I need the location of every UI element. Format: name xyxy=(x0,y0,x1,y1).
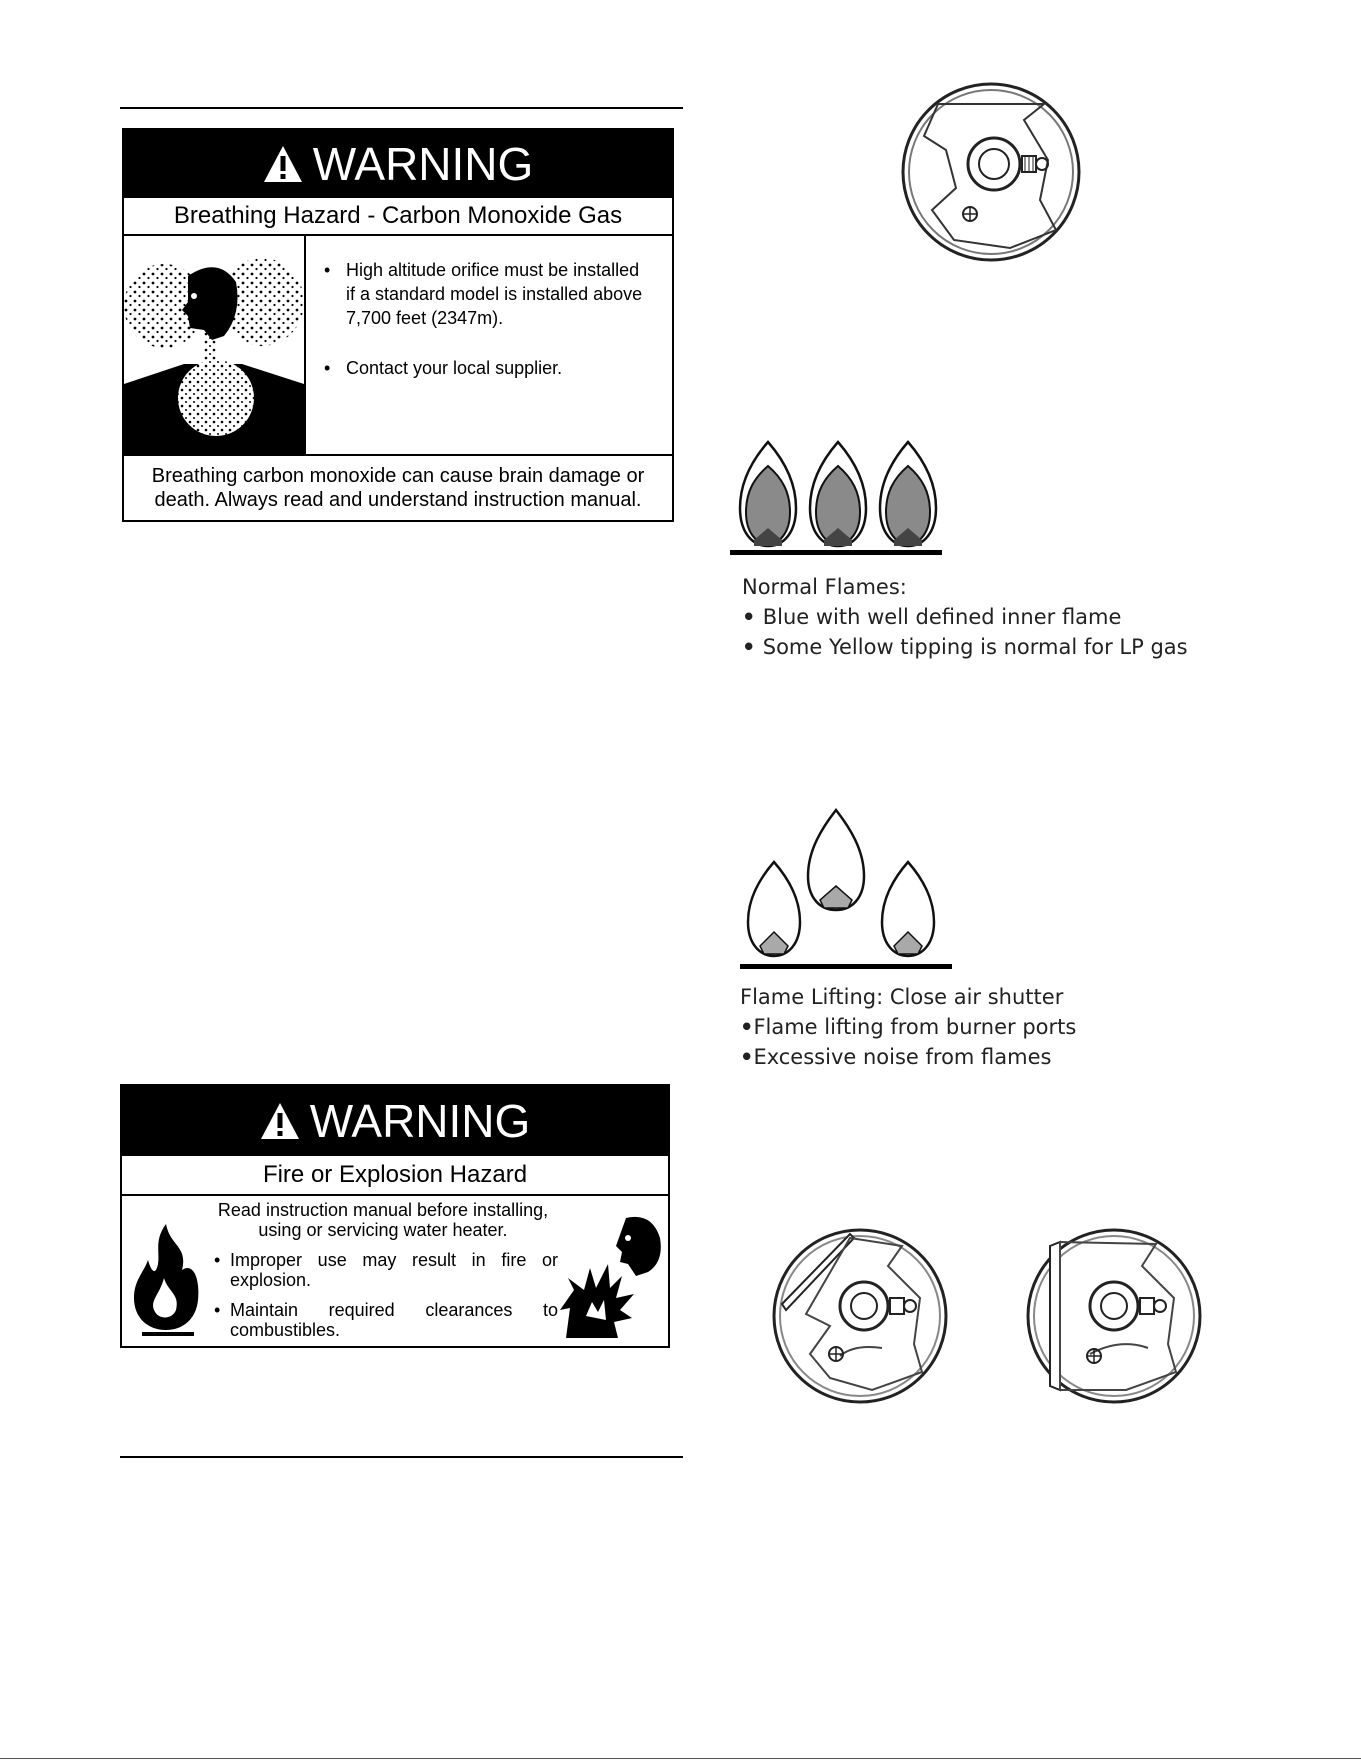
co-warning-header xyxy=(124,130,672,198)
normal-flames-bullet-2: Some Yellow tipping is normal for LP gas xyxy=(762,635,1188,659)
breathing-person-icon xyxy=(124,236,304,454)
normal-flames-bullet-1: Blue with well defined inner flame xyxy=(762,605,1122,629)
top-rule xyxy=(120,107,683,109)
page-bottom-rule xyxy=(0,1758,1361,1759)
co-bullet-1: • High altitude orifice must be installed if a standard model is installed above 7,700 feet (2347m). xyxy=(324,258,652,330)
fire-bullet-2: • Maintain required clearances to combustibles. xyxy=(208,1300,558,1340)
flame-lifting-title: Flame Lifting: Close air shutter xyxy=(740,985,1064,1009)
flame-lifting-caption: Flame Lifting: Close air shutter •Flame lifting from burner ports •Excessive noise from flames xyxy=(740,982,1076,1072)
fire-warning-box xyxy=(120,1084,670,1348)
flame-lifting-bullet-1: Flame lifting from burner ports xyxy=(753,1015,1077,1039)
flame-lifting-bullet-2: Excessive noise from flames xyxy=(753,1045,1052,1069)
explosion-icon xyxy=(556,1198,666,1344)
normal-flames-caption: Normal Flames: • Blue with well defined inner flame • Some Yellow tipping is normal for LP gas xyxy=(742,572,1188,662)
co-warning-footer: Breathing carbon monoxide can cause brain damage or death. Always read and understand instruction manual. xyxy=(151,465,645,511)
fire-warning-intro: Read instruction manual before installing, using or servicing water heater. xyxy=(217,1200,549,1240)
co-bullet-2: • Contact your local supplier. xyxy=(324,356,652,380)
co-warning-subtitle: Breathing Hazard - Carbon Monoxide Gas xyxy=(124,198,672,236)
co-warning-box xyxy=(122,128,674,522)
fire-warning-header xyxy=(122,1086,668,1156)
burner-flames-icon xyxy=(740,806,956,974)
air-shutter-icon xyxy=(1024,1226,1204,1406)
section-rule xyxy=(120,1456,683,1458)
warning-triangle-icon xyxy=(260,1102,300,1140)
air-shutter-icon xyxy=(898,80,1084,264)
fire-bullet-1: • Improper use may result in fire or explosion. xyxy=(208,1250,558,1290)
normal-flames-title: Normal Flames: xyxy=(742,575,907,599)
co-warning-title: WARNING xyxy=(312,138,534,190)
air-shutter-icon xyxy=(770,1226,950,1406)
fire-warning-title: WARNING xyxy=(309,1095,531,1147)
burner-flames-icon xyxy=(730,436,946,560)
warning-triangle-icon xyxy=(263,145,303,183)
fire-warning-subtitle: Fire or Explosion Hazard xyxy=(122,1156,668,1196)
co-figure xyxy=(124,236,306,454)
flame-icon xyxy=(128,1220,206,1340)
